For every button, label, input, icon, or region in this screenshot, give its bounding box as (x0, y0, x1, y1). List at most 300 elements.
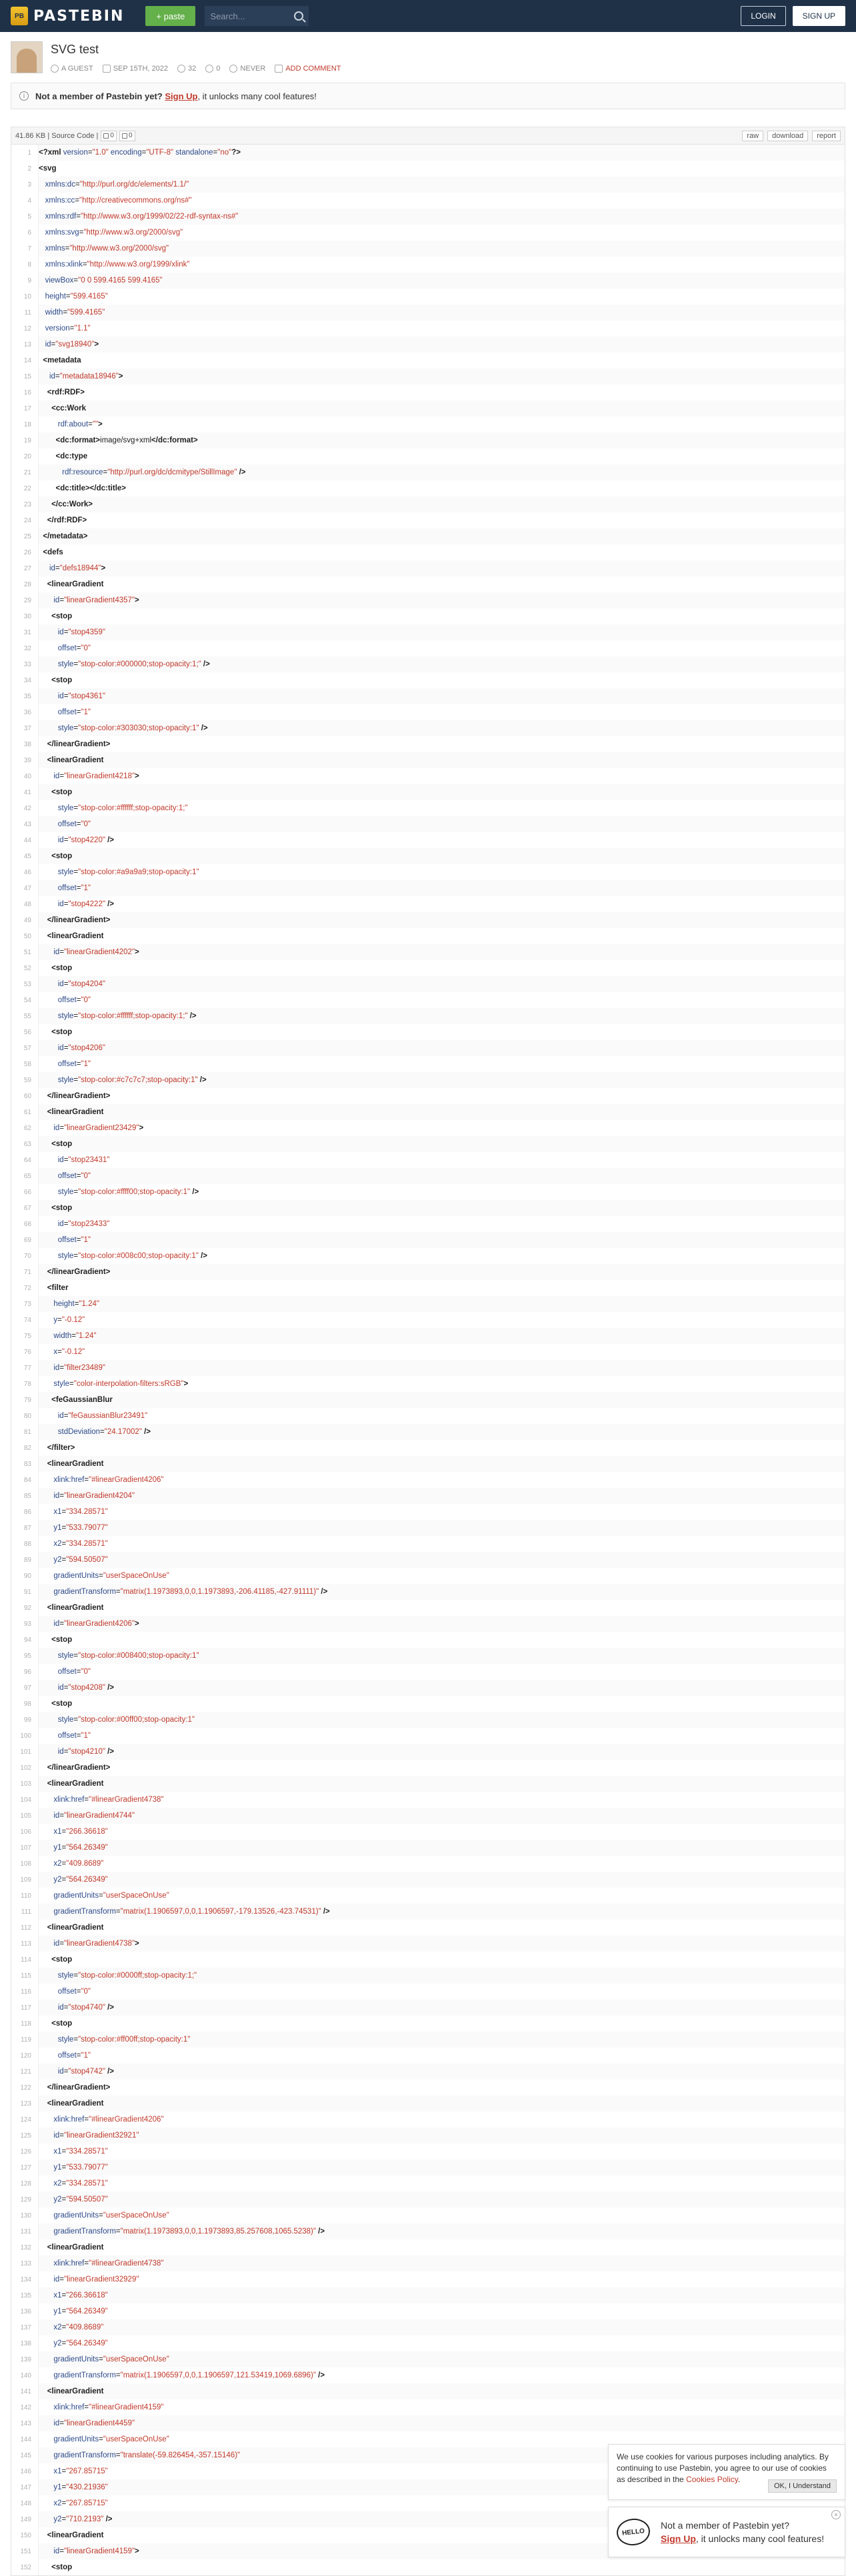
code-token: "1.0" (92, 149, 109, 157)
code-token: </linearGradient> (39, 1092, 111, 1100)
line-content (38, 2415, 845, 2431)
logo[interactable] (11, 7, 124, 25)
code-token: offset (39, 1988, 77, 1996)
code-token: </linearGradient> (39, 1764, 111, 1772)
line-number: 85 (23, 1492, 31, 1500)
line-content (38, 1824, 845, 1840)
thumbs-down-icon (122, 133, 127, 139)
code-token: "svg18940" (55, 340, 95, 348)
code-token: offset (39, 1668, 77, 1676)
code-line (11, 1152, 845, 1168)
code-token: y2 (39, 1556, 62, 1564)
expiry-meta (229, 65, 265, 73)
code-token: "0 0 599.4165 599.4165" (78, 277, 163, 285)
line-number: 50 (23, 932, 31, 940)
line-content (38, 2160, 845, 2176)
search-icon[interactable] (294, 11, 303, 21)
code-line (11, 193, 845, 209)
cookies-policy-link[interactable]: Cookies Policy (686, 2475, 738, 2484)
code-token: = (99, 2435, 103, 2443)
code-token: <linearGradient (39, 932, 104, 940)
code-token: viewBox (39, 277, 74, 285)
code-token: id (39, 772, 60, 780)
code-token: id (39, 1124, 60, 1132)
code-token: "409.8689" (66, 1860, 104, 1868)
report-button[interactable]: report (812, 131, 841, 141)
code-token: "1" (81, 1236, 91, 1244)
line-content (38, 225, 845, 241)
line-number: 79 (23, 1396, 31, 1404)
code-line (11, 816, 845, 832)
code-token: = (61, 1876, 67, 1884)
code-line (11, 1824, 845, 1840)
code-token: "334.28571" (66, 2180, 108, 2188)
code-token: /> (105, 1684, 115, 1692)
code-token: "UTF-8" (146, 149, 174, 157)
code-line (11, 544, 845, 560)
code-token: id (39, 1620, 60, 1628)
code-token: <linearGradient (39, 756, 104, 764)
code-token: "stop4204" (68, 980, 105, 988)
code-token: "710.2193" (66, 2515, 104, 2523)
code-token: "color-interpolation-filters:sRGB" (73, 1380, 184, 1388)
code-token: = (61, 2467, 67, 2475)
line-number: 108 (20, 1860, 31, 1868)
code-line (11, 1488, 845, 1504)
line-content (38, 352, 845, 368)
line-content (38, 1568, 845, 1584)
code-token: id (39, 1812, 60, 1820)
line-content (38, 1920, 845, 1936)
line-number: 41 (23, 788, 31, 796)
line-content (38, 1760, 845, 1776)
line-content (38, 960, 845, 976)
line-number: 34 (23, 676, 31, 684)
line-content (38, 1776, 845, 1792)
code-token: image/svg+xml (100, 436, 152, 444)
line-content (38, 1072, 845, 1088)
code-token: </linearGradient> (39, 740, 111, 748)
line-number: 74 (23, 1316, 31, 1324)
line-content (38, 1424, 845, 1440)
line-number: 43 (23, 820, 31, 828)
line-content (38, 688, 845, 704)
code-token: /> (105, 900, 115, 908)
code-token: "594.50507" (66, 1556, 108, 1564)
line-content (38, 528, 845, 544)
dislike-button[interactable] (119, 131, 135, 141)
code-line (11, 1216, 845, 1232)
line-number: 64 (23, 1156, 31, 1164)
code-token: "stop-color:#008c00;stop-opacity:1" (78, 1252, 199, 1260)
code-token: <svg (39, 165, 57, 173)
line-number: 126 (20, 2148, 31, 2156)
code-line (11, 1312, 845, 1328)
line-content (38, 2128, 845, 2144)
code-token: offset (39, 820, 77, 828)
code-token: = (73, 1012, 79, 1020)
code-line (11, 864, 845, 880)
line-number: 127 (20, 2164, 31, 2172)
code-token: "userSpaceOnUse" (103, 2355, 169, 2363)
code-token: x2 (39, 2180, 62, 2188)
code-line (11, 2160, 845, 2176)
line-number: 138 (20, 2339, 31, 2347)
date-meta (103, 65, 168, 73)
code-token: "filter23489" (64, 1364, 105, 1372)
line-content (38, 1360, 845, 1376)
code-token: "linearGradient4738" (64, 1940, 135, 1948)
code-token: <linearGradient (39, 2387, 104, 2395)
line-number: 116 (21, 1988, 31, 1996)
code-line (11, 880, 845, 896)
line-content (38, 1056, 845, 1072)
code-line (11, 688, 845, 704)
line-number: 33 (23, 660, 31, 668)
code-token: /> (141, 1428, 151, 1436)
code-token: "stop-color:#ff00ff;stop-opacity:1" (78, 2036, 191, 2044)
stars-meta[interactable] (205, 65, 220, 73)
add-comment-link[interactable] (275, 65, 341, 73)
code-line (11, 720, 845, 736)
line-number: 14 (23, 356, 31, 364)
code-token: = (61, 1860, 67, 1868)
code-token: "linearGradient32929" (64, 2275, 139, 2283)
code-line (11, 2335, 845, 2351)
code-token: = (76, 708, 81, 716)
code-token: > (135, 948, 139, 956)
line-content (38, 2399, 845, 2415)
code-line (11, 832, 845, 848)
code-line (11, 2240, 845, 2255)
code-line (11, 1984, 845, 2000)
line-content (38, 257, 845, 273)
line-number: 100 (20, 1732, 31, 1740)
code-token: "http://purl.org/dc/elements/1.1/" (79, 181, 189, 189)
like-button[interactable] (101, 131, 117, 141)
code-token: = (59, 2275, 65, 2283)
line-content (38, 1472, 845, 1488)
cookie-accept-button[interactable]: OK, I Understand (768, 2479, 837, 2493)
line-number: 142 (20, 2403, 31, 2411)
code-line (11, 1280, 845, 1296)
line-content (38, 672, 845, 688)
code-line (11, 672, 845, 688)
code-line (11, 800, 845, 816)
line-number: 130 (20, 2212, 31, 2220)
code-token: offset (39, 1732, 77, 1740)
login-button[interactable]: LOGIN (741, 6, 785, 26)
line-content (38, 1696, 845, 1712)
code-line (11, 704, 845, 720)
code-token: "userSpaceOnUse" (103, 1572, 169, 1580)
code-token: = (61, 2148, 67, 2156)
line-content (38, 1888, 845, 1904)
code-token: x1 (39, 2291, 62, 2299)
line-number: 87 (23, 1524, 31, 1532)
line-content (38, 1168, 845, 1184)
line-content (38, 1744, 845, 1760)
code-token: = (57, 1348, 62, 1356)
line-content (38, 1552, 845, 1568)
code-token: id (39, 692, 64, 700)
code-token: id (39, 340, 51, 348)
code-token: id (39, 1684, 64, 1692)
code-line (11, 2399, 845, 2415)
code-token: <linearGradient (39, 1604, 104, 1612)
banner-lead: Not a member of Pastebin yet? (35, 91, 163, 101)
code-token: "-0.12" (61, 1348, 85, 1356)
code-token: = (61, 1844, 67, 1852)
code-token: > (139, 1124, 144, 1132)
code-token: style (39, 1188, 74, 1196)
code-token: = (115, 1908, 121, 1916)
code-token: "feGaussianBlur23491" (68, 1412, 148, 1420)
line-content (38, 512, 845, 528)
code-token: > (183, 1380, 189, 1388)
paste-meta (51, 65, 341, 73)
line-number: 68 (23, 1220, 31, 1228)
line-content (38, 145, 845, 161)
view-count: 32 (188, 65, 197, 73)
code-token: rdf:about (39, 420, 89, 428)
code-token: "no" (217, 149, 232, 157)
code-token: "stop-color:#00ff00;stop-opacity:1" (78, 1716, 195, 1724)
line-content (38, 608, 845, 624)
code-token: = (76, 996, 81, 1004)
line-number: 107 (20, 1844, 31, 1852)
code-line (11, 1968, 845, 1984)
code-token: "#linearGradient4159" (89, 2403, 164, 2411)
line-number: 9 (27, 277, 31, 285)
download-button[interactable]: download (767, 131, 808, 141)
line-content (38, 1344, 845, 1360)
user-icon (51, 65, 59, 73)
line-content (38, 209, 845, 225)
code-token: "564.26349" (66, 1876, 108, 1884)
code-token: standalone (173, 149, 213, 157)
code-line (11, 2032, 845, 2048)
code-token: id (39, 1492, 60, 1500)
pastebin-logo-icon: PB (11, 7, 28, 25)
line-content (38, 2016, 845, 2032)
code-token: "0" (81, 996, 91, 1004)
code-token: x2 (39, 2323, 62, 2331)
code-token: xmlns:xlink (39, 261, 83, 269)
code-token: = (76, 1732, 81, 1740)
line-content (38, 1504, 845, 1520)
logo-text: PASTEBIN (33, 7, 125, 25)
code-token: id (39, 2068, 64, 2076)
code-line (11, 1008, 845, 1024)
signup-button[interactable]: SIGN UP (793, 6, 845, 26)
code-line (11, 1856, 845, 1872)
code-token: = (63, 628, 69, 636)
code-token: /> (199, 724, 208, 732)
line-content (38, 1984, 845, 2000)
code-line (11, 161, 845, 177)
line-content (38, 640, 845, 656)
line-content (38, 177, 845, 193)
code-line (11, 1536, 845, 1552)
code-token: x2 (39, 2499, 62, 2507)
line-number: 101 (20, 1748, 31, 1756)
code-token: "0" (81, 820, 91, 828)
line-number: 99 (23, 1716, 31, 1724)
line-number: 8 (27, 261, 31, 269)
code-token: <?xml (39, 149, 63, 157)
new-paste-button[interactable]: + paste (145, 6, 195, 26)
code-token: <linearGradient (39, 1460, 104, 1468)
line-number: 135 (20, 2291, 31, 2299)
code-token: style (39, 1076, 74, 1084)
code-token: = (61, 1828, 67, 1836)
code-line (11, 2016, 845, 2032)
code-line (11, 1232, 845, 1248)
line-number: 20 (23, 452, 31, 460)
line-number: 129 (20, 2196, 31, 2204)
line-number: 104 (20, 1796, 31, 1804)
code-token: = (61, 2180, 67, 2188)
code-line (11, 1744, 845, 1760)
line-number: 123 (20, 2100, 31, 2108)
line-content (38, 2351, 845, 2367)
code-token: > (94, 340, 99, 348)
line-number: 91 (23, 1588, 31, 1596)
code-line (11, 2064, 845, 2080)
code-line (11, 321, 845, 336)
code-line (11, 1936, 845, 1952)
code-line (11, 2048, 845, 2064)
line-number: 105 (20, 1812, 31, 1820)
code-line (11, 2367, 845, 2383)
line-number: 133 (20, 2259, 31, 2267)
line-number: 121 (20, 2068, 31, 2076)
code-token: "userSpaceOnUse" (103, 1892, 169, 1900)
banner-signup-link[interactable]: Sign Up (165, 91, 198, 101)
code-token: = (74, 1300, 79, 1308)
line-number: 90 (23, 1572, 31, 1580)
code-token: = (61, 2339, 67, 2347)
code-token: <stop (39, 964, 73, 972)
search-input[interactable] (210, 11, 290, 21)
code-token: id (39, 2547, 60, 2555)
code-line (11, 2208, 845, 2224)
code-token: <linearGradient (39, 580, 104, 588)
line-content (38, 2192, 845, 2208)
code-token: /> (315, 2228, 325, 2236)
code-box (11, 127, 845, 2576)
line-content (38, 1680, 845, 1696)
code-token: rdf:resource (39, 468, 103, 476)
line-content (38, 1632, 845, 1648)
line-number: 75 (23, 1332, 31, 1340)
code-token: <stop (39, 612, 73, 620)
code-token: = (63, 980, 69, 988)
info-icon: i (19, 91, 29, 101)
line-content (38, 1904, 845, 1920)
line-number: 119 (21, 2036, 31, 2044)
line-content (38, 2367, 845, 2383)
line-content (38, 800, 845, 816)
code-line (11, 1888, 845, 1904)
code-token: = (63, 900, 69, 908)
code-token: "translate(-59.826454,-357.15146)" (120, 2451, 241, 2459)
code-token: <stop (39, 1028, 73, 1036)
code-line (11, 416, 845, 432)
line-number: 139 (20, 2355, 31, 2363)
author-meta (51, 65, 93, 73)
line-number: 22 (23, 484, 31, 492)
code-token: id (39, 2132, 60, 2140)
line-content (38, 368, 845, 384)
code-token: height (39, 1300, 75, 1308)
code-token: <linearGradient (39, 2531, 104, 2539)
code-token: "http://www.w3.org/2000/svg" (69, 245, 169, 253)
line-number: 150 (20, 2531, 31, 2539)
line-content (38, 2080, 845, 2096)
code-token: /> (319, 1588, 328, 1596)
code-token: = (99, 2212, 103, 2220)
promo-signup-link[interactable]: Sign Up (661, 2533, 696, 2544)
code-token: "stop23433" (68, 1220, 110, 1228)
code-token: = (75, 197, 80, 205)
code-line (11, 656, 845, 672)
line-number: 131 (20, 2228, 31, 2236)
code-token: = (61, 2196, 67, 2204)
code-line (11, 432, 845, 448)
line-number: 52 (23, 964, 31, 972)
line-number: 62 (23, 1124, 31, 1132)
line-number: 1 (27, 149, 31, 157)
close-icon[interactable]: × (831, 2510, 841, 2519)
line-content (38, 2271, 845, 2287)
code-line (11, 2351, 845, 2367)
code-token: offset (39, 996, 77, 1004)
code-line (11, 2415, 845, 2431)
line-content (38, 1488, 845, 1504)
code-token: = (61, 2515, 67, 2523)
code-token: = (61, 1556, 67, 1564)
code-line (11, 1792, 845, 1808)
code-token: "linearGradient4218" (64, 772, 135, 780)
code-token: = (61, 2323, 67, 2331)
code-token: xlink:href (39, 2116, 85, 2124)
line-content (38, 1216, 845, 1232)
raw-button[interactable]: raw (742, 131, 763, 141)
line-content (38, 832, 845, 848)
line-number: 17 (23, 404, 31, 412)
code-token: gradientTransform (39, 1588, 116, 1596)
line-number: 93 (23, 1620, 31, 1628)
code-token: style (39, 1012, 74, 1020)
line-content (38, 273, 845, 289)
code-token: gradientTransform (39, 1908, 116, 1916)
code-token: <linearGradient (39, 2244, 104, 2252)
line-number: 115 (21, 1972, 31, 1980)
code-token: ?> (231, 149, 241, 157)
code-line (11, 496, 845, 512)
code-line (11, 2383, 845, 2399)
code-token: <stop (39, 1700, 73, 1708)
line-content (38, 1728, 845, 1744)
code-token: id (39, 836, 64, 844)
code-line (11, 1872, 845, 1888)
code-line (11, 1424, 845, 1440)
code-token: y1 (39, 2164, 62, 2172)
code-line (11, 336, 845, 352)
cookie-text: We use cookies for various purposes including analytics. By continuing to use Pastebin, you agree to our use of cookies as described in the (617, 2452, 829, 2484)
